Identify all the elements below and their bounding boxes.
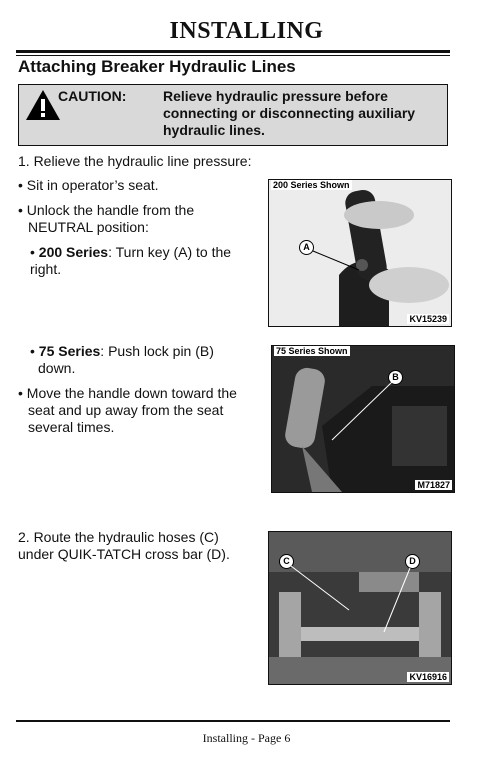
caution-line: hydraulic lines.	[163, 122, 265, 138]
step-1: 1. Relieve the hydraulic line pressure:	[18, 153, 252, 169]
series-name: 75 Series	[38, 343, 101, 359]
header-rule	[16, 50, 450, 53]
series-name: 200 Series	[38, 244, 109, 260]
figure-200-series	[268, 179, 452, 327]
sub-line: right.	[30, 261, 62, 277]
sub-line: • 200 Series: Turn key (A) to the	[30, 244, 232, 260]
sub-line: • 75 Series: Push lock pin (B)	[30, 343, 214, 359]
warning-triangle-icon	[25, 89, 61, 121]
figure-75-series	[271, 345, 455, 493]
callout-leader	[272, 346, 454, 492]
caution-line: Relieve hydraulic pressure before	[163, 88, 388, 104]
section-title: Attaching Breaker Hydraulic Lines	[18, 57, 296, 76]
page-title: INSTALLING	[169, 18, 324, 44]
step-2	[18, 529, 230, 563]
bullet-move-handle	[18, 385, 237, 436]
caution-label: CAUTION:	[58, 88, 127, 104]
figure-code: KV16916	[409, 672, 447, 682]
step-line: under QUIK-TATCH cross bar (D).	[18, 546, 230, 562]
bullet-line: several times.	[28, 419, 115, 435]
bullet-line: • Unlock the handle from the	[18, 202, 195, 218]
header-rule-thin	[16, 55, 450, 56]
footer-rule	[16, 720, 450, 722]
figure-label: 200 Series Shown	[273, 180, 350, 190]
callout-b: B	[388, 370, 403, 385]
bullet-unlock	[18, 202, 194, 236]
caution-line: connecting or disconnecting auxiliary	[163, 105, 416, 121]
callout-a: A	[299, 240, 314, 255]
bullet-line: seat and up away from the seat	[28, 402, 224, 418]
bullet-line: • Move the handle down toward the	[18, 385, 237, 401]
bullet-sit: • Sit in operator’s seat.	[18, 177, 159, 193]
sub-text: : Turn key (A) to the	[108, 244, 232, 260]
caution-text	[163, 88, 448, 139]
callout-c: C	[279, 554, 294, 569]
callout-leader	[269, 532, 451, 684]
page-footer: Installing - Page 6	[202, 731, 291, 745]
sub-line: down.	[38, 360, 76, 376]
figure-code: M71827	[417, 480, 450, 490]
bullet-line: NEUTRAL position:	[28, 219, 149, 235]
figure-code: KV15239	[409, 314, 447, 324]
sub-75-series	[30, 343, 214, 377]
sub-text: : Push lock pin (B)	[100, 343, 214, 359]
callout-d: D	[405, 554, 420, 569]
sub-200-series	[30, 244, 231, 278]
figure-label: 75 Series Shown	[276, 346, 348, 356]
step-line: 2. Route the hydraulic hoses (C)	[18, 529, 219, 545]
callout-leader	[269, 180, 451, 326]
figure-quik-tatch	[268, 531, 452, 685]
